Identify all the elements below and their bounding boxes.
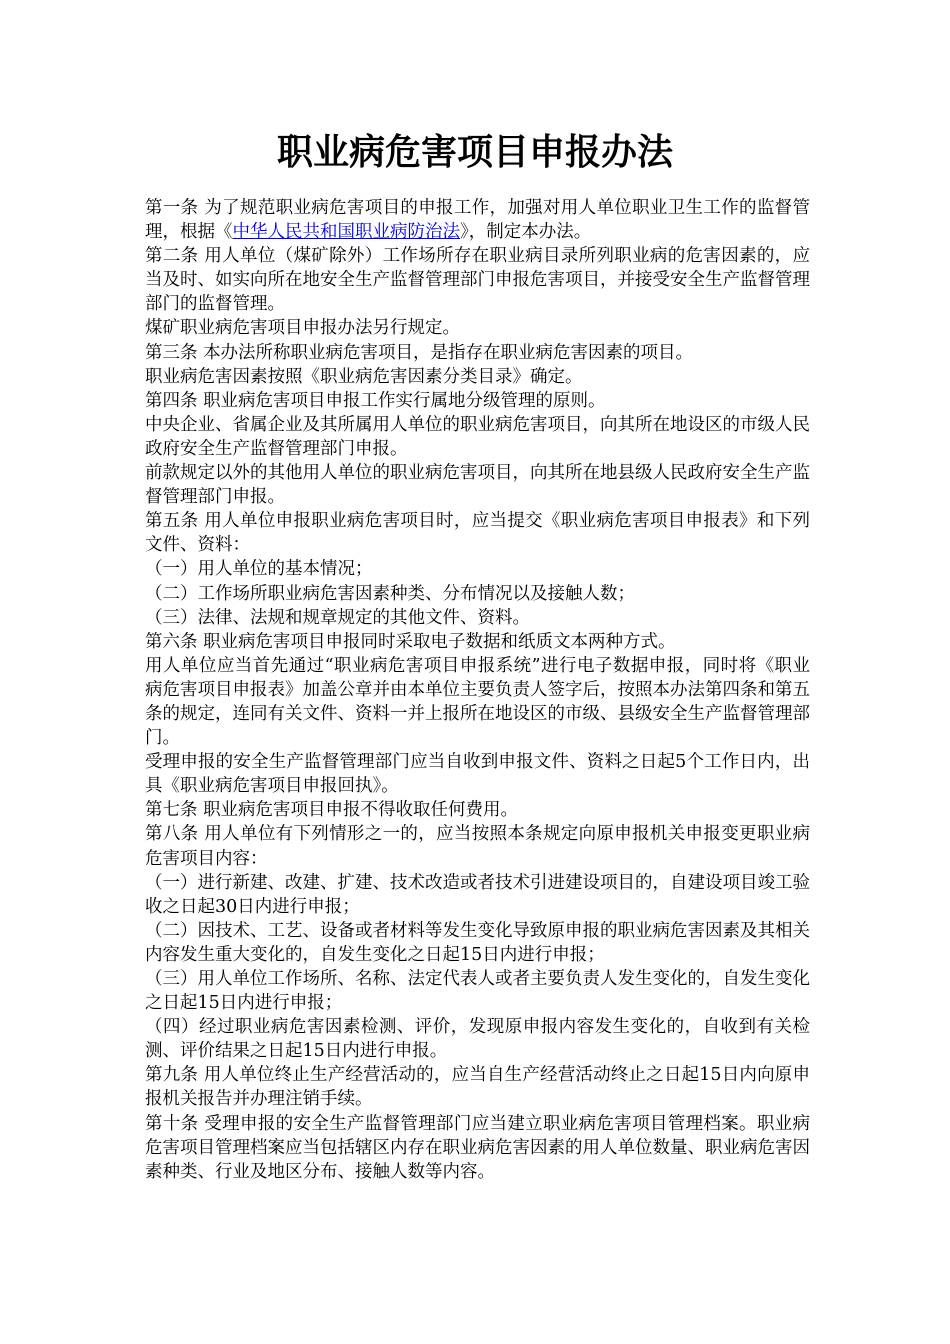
electronic-declaration-paragraph: 用人单位应当首先通过“职业病危害项目申报系统”进行电子数据申报，同时将《职业病危害项目申报表》加盖公章并由本单位主要负责人签字后，按照本办法第四条和第五条的规定，连同有关文件、资料一并上报所在地设区的市级、县级安全生产监督管理部门。 [145,655,810,749]
declaration-receipt-paragraph: 受理申报的安全生产监督管理部门应当自收到申报文件、资料之日起5个工作日内，出具《职业病危害项目申报回执》。 [145,752,810,797]
article-8-item-2: （二）因技术、工艺、设备或者材料等发生变化导致原申报的职业病危害因素及其相关内容发生重大变化的，自发生变化之日起15日内进行申报； [145,920,810,965]
article-8-item-4: （四）经过职业病危害因素检测、评价，发现原申报内容发生变化的，自收到有关检测、评价结果之日起15日内进行申报。 [145,1017,810,1062]
article-2-paragraph: 第二条 用人单位（煤矿除外）工作场所存在职业病目录所列职业病的危害因素的，应当及时、如实向所在地安全生产监督管理部门申报危害项目，并接受安全生产监督管理部门的监督管理。 [145,246,810,315]
article-3-paragraph: 第三条 本办法所称职业病危害项目，是指存在职业病危害因素的项目。 [145,342,694,363]
document-body [145,196,810,1184]
hazard-factor-catalog-paragraph: 职业病危害因素按照《职业病危害因素分类目录》确定。 [145,366,583,387]
article-10-paragraph: 第十条 受理申报的安全生产监督管理部门应当建立职业病危害项目管理档案。职业病危害项目管理档案应当包括辖区内存在职业病危害因素的用人单位数量、职业病危害因素种类、行业及地区分布、接触人数等内容。 [145,1113,810,1182]
central-enterprise-paragraph: 中央企业、省属企业及其所属用人单位的职业病危害项目，向其所在地设区的市级人民政府安全生产监督管理部门申报。 [145,414,810,459]
document-title: 职业病危害项目申报办法 [276,131,673,173]
article-1-text-after-link: 》，制定本办法。 [460,222,592,243]
article-1-paragraph [145,196,810,244]
article-8-paragraph: 第八条 用人单位有下列情形之一的，应当按照本条规定向原申报机关申报变更职业病危害项目内容： [145,824,810,869]
occupational-disease-law-link[interactable]: 中华人民共和国职业病防治法 [232,222,460,243]
other-employer-paragraph: 前款规定以外的其他用人单位的职业病危害项目，向其所在地县级人民政府安全生产监督管理部门申报。 [145,463,810,508]
article-8-item-1: （一）进行新建、改建、扩建、技术改造或者技术引进建设项目的，自建设项目竣工验收之日起30日内进行申报； [145,872,810,917]
coal-mine-note-paragraph: 煤矿职业病危害项目申报办法另行规定。 [145,318,460,339]
article-4-paragraph: 第四条 职业病危害项目申报工作实行属地分级管理的原则。 [145,390,606,411]
article-5-item-2: （二）工作场所职业病危害因素种类、分布情况以及接触人数； [145,583,635,604]
article-1-text-before-link: 第一条 为了规范职业病危害项目的申报工作，加强对用人单位职业卫生工作的监督管理，根据《 [145,198,810,243]
article-8-item-3: （三）用人单位工作场所、名称、法定代表人或者主要负责人发生变化的，自发生变化之日起15日内进行申报； [145,969,810,1014]
article-7-paragraph: 第七条 职业病危害项目申报不得收取任何费用。 [145,800,519,821]
article-9-paragraph: 第九条 用人单位终止生产经营活动的，应当自生产经营活动终止之日起15日内向原申报机关报告并办理注销手续。 [145,1065,810,1110]
article-5-paragraph: 第五条 用人单位申报职业病危害项目时，应当提交《职业病危害项目申报表》和下列文件、资料： [145,511,810,556]
article-5-item-1: （一）用人单位的基本情况； [145,559,373,580]
article-6-paragraph: 第六条 职业病危害项目申报同时采取电子数据和纸质文本两种方式。 [145,631,676,652]
article-5-item-3: （三）法律、法规和规章规定的其他文件、资料。 [145,607,530,628]
